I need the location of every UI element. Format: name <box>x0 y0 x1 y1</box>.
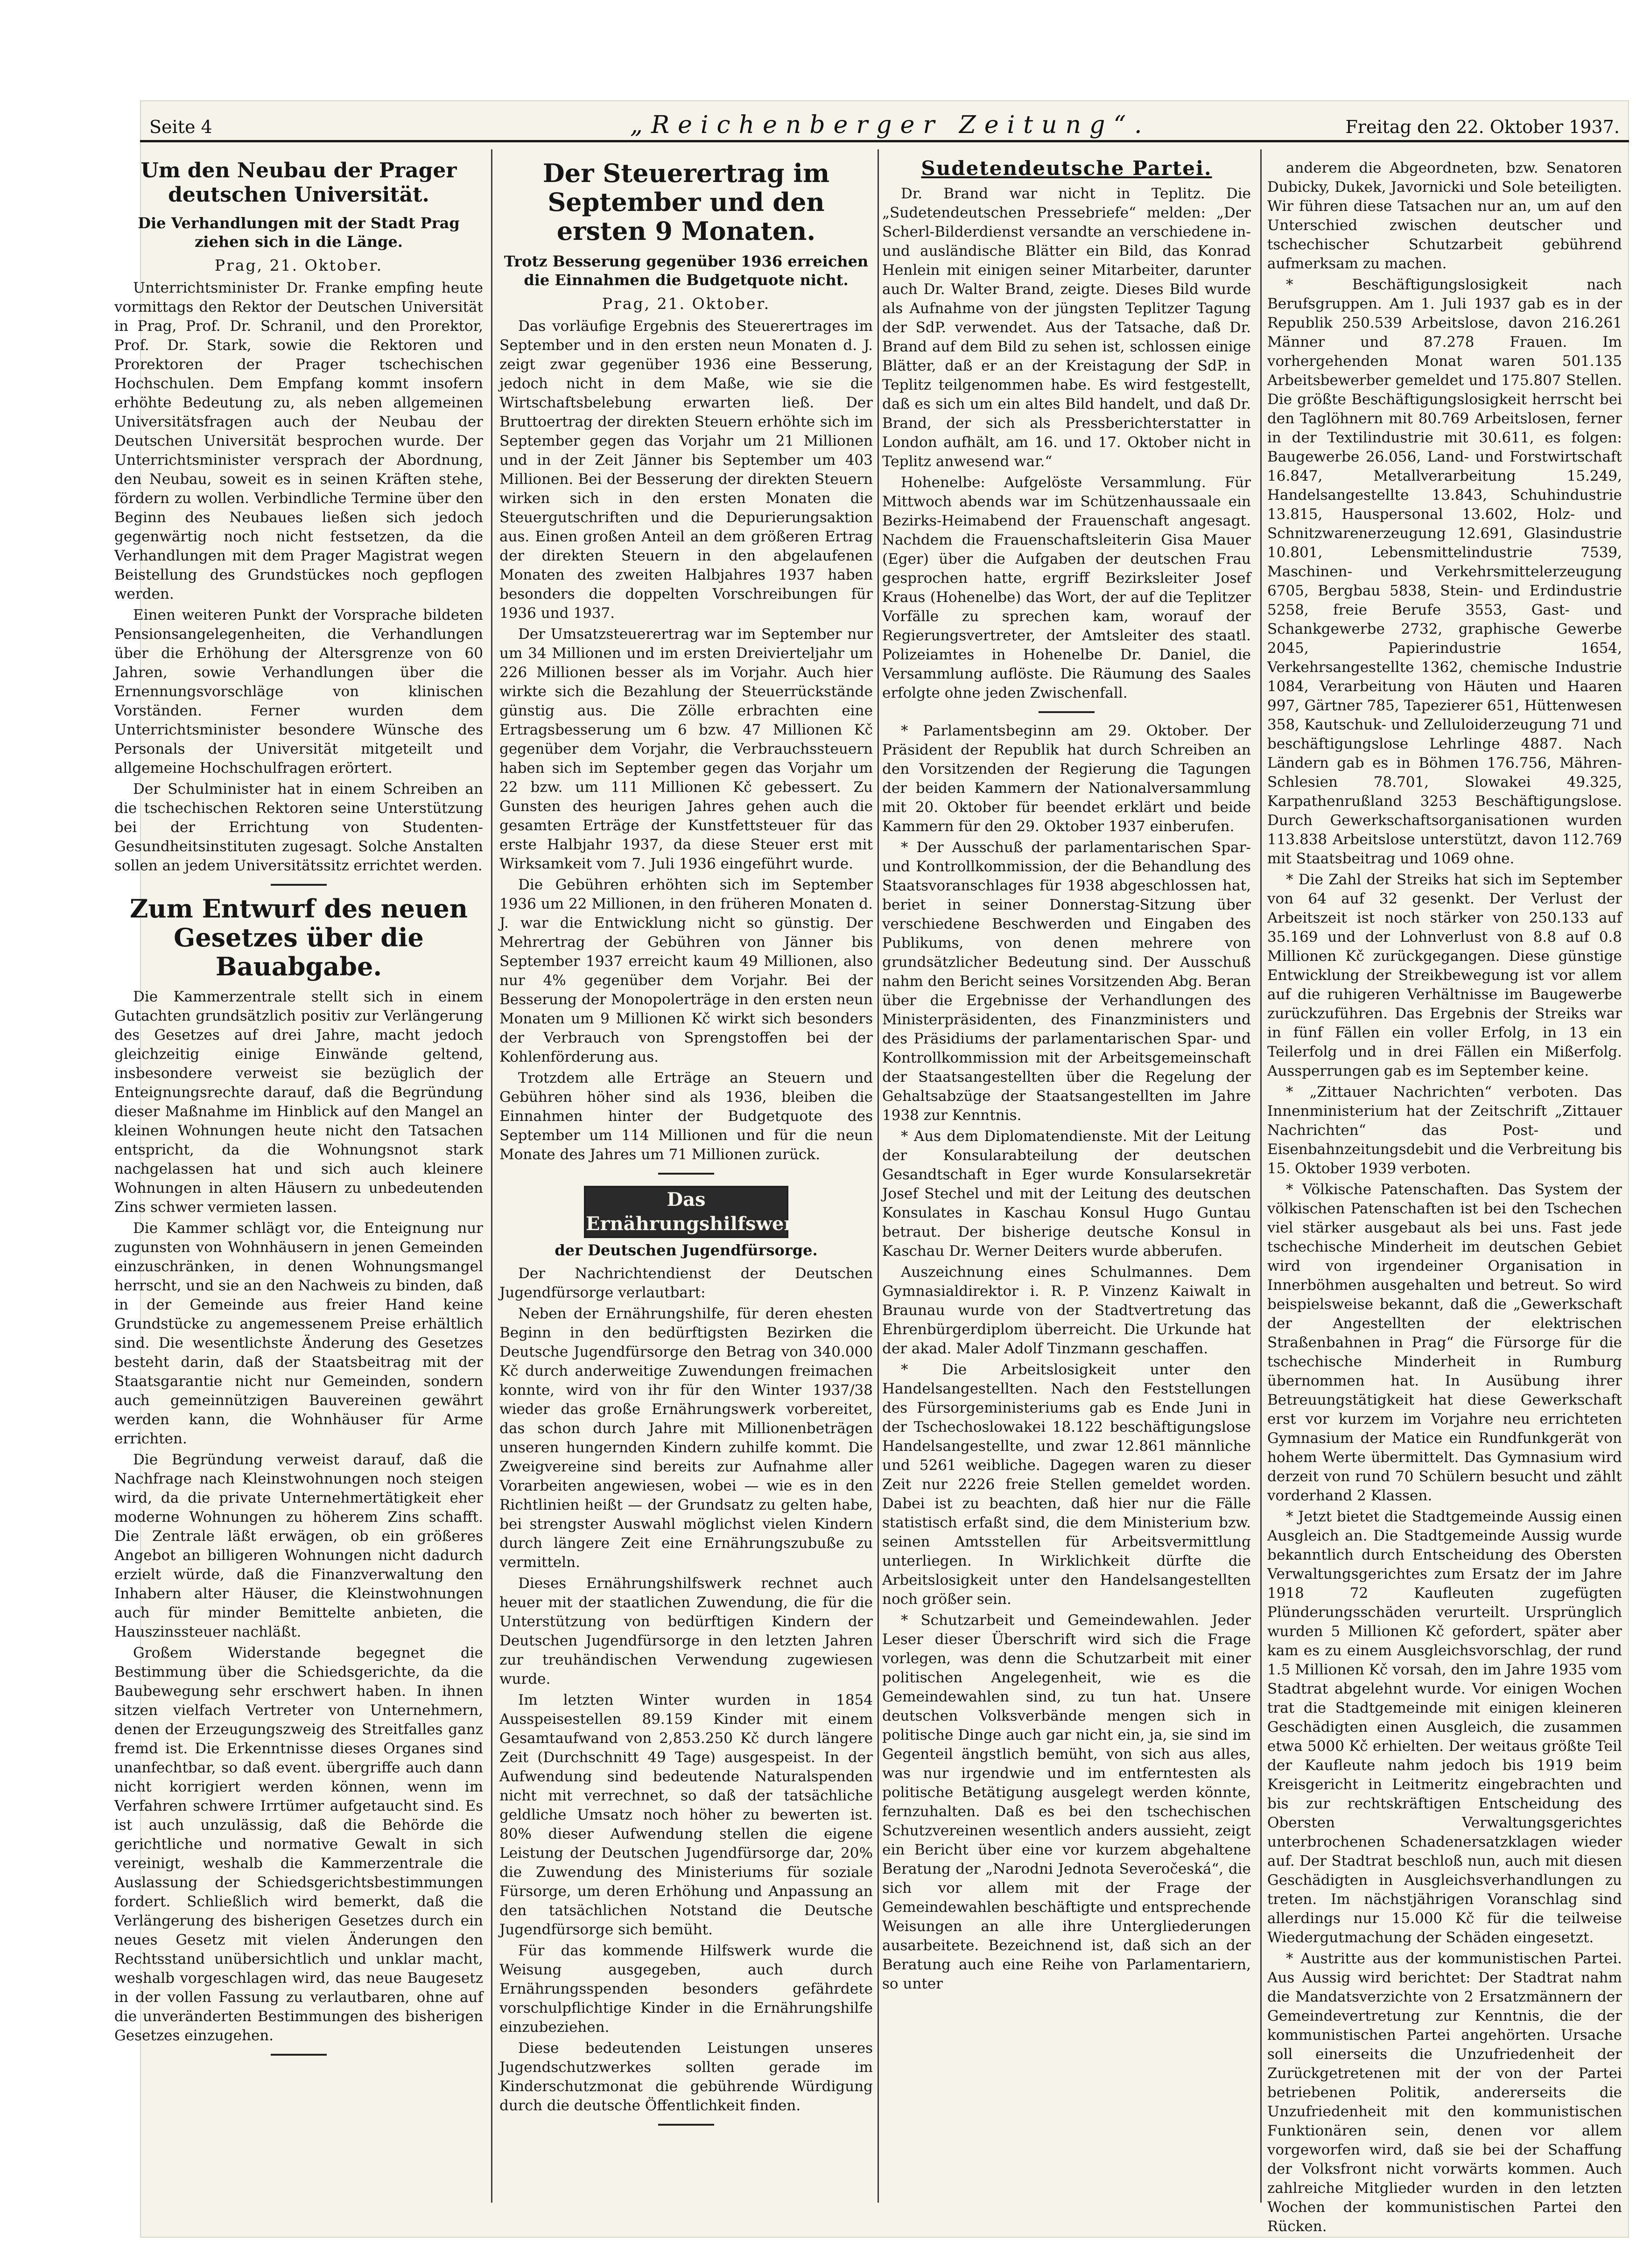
article-separator <box>658 2124 714 2126</box>
article-paragraph: Der Nachrichtendienst der Deutschen Jugendfürsorge verlautbart: <box>499 1265 873 1301</box>
news-item: * Schutzarbeit und Gemeindewahlen. Jeder Leser dieser Überschrift wird sich die Frage vorlegen, was denn die Schutzarbeit mit einer politischen Angelegenheit, wie es die Gemeindewahlen sind, zu tun hat. Unsere deutschen Volksverbände mengen sich in politische Dinge auch gar nicht ein, ja, sie sind im Gegenteil ängstlich bemüht, von sich aus alles, was nur irgendwie und im entferntesten als politische Betätigung ausgelegt werden könnte, fernzuhalten. Daß es bei den tschechischen Schutzvereinen wesentlich anders aussieht, zeigt ein Bericht über eine vor kurzem abgehaltene Beratung der „Narodni Jednota Severočeská“, die sich vor allem mit der Frage der Gemeindewahlen beschäftigte und entsprechende Weisungen an alle ihre Untergliederungen ausarbeitete. Bezeichnend ist, daß sich an der Beratung auch eine Reihe von Parlamentariern, so unter <box>882 1612 1251 1992</box>
page-label: Seite 4 <box>149 117 212 137</box>
column-1 <box>114 159 483 2165</box>
article-paragraph: Hohenelbe: Aufgelöste Versammlung. Für Mittwoch abends war im Schützenhaussaale ein Bezirks-Heimabend der Frauenschaft angesagt. Nachdem die Frauenschaftsleiterin Gisa Mauer (Eger) über die Aufgaben der deutschen Frau gesprochen hatte, ergriff Bezirksleiter Josef Kraus (Hohenelbe) das Wort, der auf die Teplitzer Vorfälle zu sprechen kam, worauf der Regierungsvertreter, der Amtsleiter des staatl. Polizeiamtes in Hohenelbe Dr. Daniel, die Versammlung auflöste. Die Räumung des Saales erfolgte ohne jeden Zwischenfall. <box>882 474 1251 701</box>
article-paragraph: Trotzdem alle Erträge an Steuern und Gebühren höher sind als 1936, bleiben die Einnahmen hinter der Budgetquote des September um 114 Millionen und für die neun Monate des Jahres um 71 Millionen zurück. <box>499 1070 873 1163</box>
article-paragraph: Einen weiteren Punkt der Vorsprache bildeten Pensionsangelegenheiten, die Verhandlungen über die Erhöhung der Altersgrenze von 60 Jahren, sowie Verhandlungen über die Ernennungsvorschläge von klinischen Vorständen. Ferner wurden dem Unterrichtsminister besondere Wünsche des Personals der Universität mitgeteilt und allgemeine Hochschulfragen erörtert. <box>114 607 483 777</box>
article-paragraph: Für das kommende Hilfswerk wurde die Weisung ausgegeben, auch durch Ernährungsspenden besonders gefährdete vorschulpflichtige Kinder in die Ernährungshilfe einzubeziehen. <box>499 1942 873 2036</box>
article-paragraph: Der Umsatzsteuerertrag war im September nur um 34 Millionen und im ersten Dreivierteljahr um 226 Millionen besser als im Vorjahr. Auch hier wirkte sich die Bezahlung der Steuerrückstände günstig aus. Die Zölle erbrachten eine Ertragsbesserung um 6 bzw. 47 Millionen Kč gegenüber dem Vorjahr, die Verbrauchssteuern haben sich im September gegen das Vorjahr um 22 bzw. um 111 Millionen Kč gebessert. Zu Gunsten des heurigen Jahres gehen auch die gesamten Erträge der Kunstfettsteuer für das erste Halbjahr 1937, da diese Steuer erst mit Wirksamkeit vom 7. Juli 1936 eingeführt wurde. <box>499 626 873 872</box>
article-paragraph: Die Kammer schlägt vor, die Enteignung nur zugunsten von Wohnhäusern in jenen Gemeinden einzuschränken, in denen Wohnungsmangel herrscht, und sie an den Nachweis zu binden, daß in der Gemeinde aus freier Hand keine Grundstücke zu angemessenem Preise erhältlich sind. Die wesentlichste Änderung des Gesetzes besteht darin, daß der Staatsbeitrag mit der Staatsgarantie nicht nur Gemeinden, sondern auch gemeinnützigen Bauvereinen gewährt werden kann, die Wohnhäuser für Arme errichten. <box>114 1220 483 1447</box>
news-item: * „Zittauer Nachrichten“ verboten. Das Innenministerium hat der Zeitschrift „Zittauer Nachrichten“ das Post- und Eisenbahnzeitungsdebit und die Verbreitung bis 15. Oktober 1939 verboten. <box>1267 1084 1622 1177</box>
article-paragraph: Großem Widerstande begegnet die Bestimmung über die Schiedsgerichte, da die Baubewegung sehr erschwert haben. In ihnen sitzen vielfach Vertreter von Unternehmern, denen der Erzeugungszweig des Streitfalles ganz fremd ist. Die Erkenntnisse dieses Organes sind unanfechtbar, so daß event. übergriffe auch dann nicht korrigiert werden können, wenn im Verfahren schwere Irrtümer aufgetaucht sind. Es ist auch unzulässig, daß die Behörde die gerichtliche und normative Gewalt in sich vereinigt, weshalb die Kammerzentrale die Auslassung der Schiedsgerichtsbestimmungen fordert. Schließlich wird bemerkt, daß die Verlängerung des bisherigen Gesetzes durch ein neues Gesetz mit vielen Änderungen den Rechtsstand unübersichtlich und unklar macht, weshalb vorgeschlagen wird, das neue Baugesetz in der vollen Fassung zu verlautbaren, ohne auf die unveränderten Bestimmungen des bisherigen Gesetzes einzugehen. <box>114 1645 483 2044</box>
column-3 <box>882 159 1251 2165</box>
article-paragraph: Unterrichtsminister Dr. Franke empfing heute vormittags den Rektor der Deutschen Universität in Prag, Prof. Dr. Schranil, und den Prorektor, Prof. Dr. Stark, sowie die Rektoren und Prorektoren der Prager tschechischen Hochschulen. Dem Empfang kommt insofern erhöhte Bedeutung zu, als neben allgemeinen Universitätsfragen auch der Neubau der Deutschen Universität besprochen wurde. Der Unterrichtsminister versprach der Abordnung, den Neubau, soweit es in seinen Kräften stehe, fördern zu wollen. Verbindliche Termine über den Beginn des Neubaues ließen sich jedoch gegenwärtig noch nicht festsetzen, da die Verhandlungen mit dem Prager Magistrat wegen Beistellung des Grundstückes noch gepflogen werden. <box>114 280 483 602</box>
article-paragraph: Die Gebühren erhöhten sich im September 1936 um 22 Millionen, in den früheren Monaten d. J. war die Entwicklung nicht so günstig. Der Mehrertrag der Gebühren von Jänner bis September 1937 erreicht kaum 49 Millionen, also nur 4% gegenüber dem Vorjahr. Bei der Besserung der Monopolerträge in den ersten neun Monaten um 9 Millionen Kč wirkt sich besonders der Verbrauch von Sprengstoffen bei der Kohlenförderung aus. <box>499 876 873 1065</box>
article-paragraph: Diese bedeutenden Leistungen unseres Jugendschutzwerkes sollten gerade im Kinderschutzmonat die gebührende Würdigung durch die deutsche Öffentlichkeit finden. <box>499 2040 873 2114</box>
article-paragraph: Die Kammerzentrale stellt sich in einem Gutachten grundsätzlich positiv zur Verlängerung des Gesetzes auf drei Jahre, macht jedoch gleichzeitig einige Einwände geltend, insbesondere verweist sie bezüglich der Enteignungsrechte darauf, daß die Begründung dieser Maßnahme im Hinblick auf den Mangel an kleinen Wohnungen heute nicht den Tatsachen entspricht, da die Wohnungsnot stark nachgelassen hat und sich auch kleinere Wohnungen in alten Häusern zu unbedeutenden Zins schwer vermieten lassen. <box>114 988 483 1216</box>
article-paragraph: Neben der Ernährungshilfe, für deren ehesten Beginn in den bedürftigsten Bezirken die Deutsche Jugendfürsorge den Betrag von 340.000 Kč durch anderweitige Zuwendungen freimachen konnte, wird von ihr für den Winter 1937/38 wieder das große Ernährungswerk vorbereitet, das schon durch Jahre mit Millionenbeträgen unseren hungernden Kindern zuhilfe kommt. Die Zweigvereine sind bereits zur Aufnahme aller Vorarbeiten angewiesen, wobei — wie es in den Richtlinien heißt — der Grundsatz zu gelten habe, bei strengster Auswahl möglichst vielen Kindern durch längere Zeit eine Ernährungszubuße zu vermitteln. <box>499 1305 873 1571</box>
article-subhead: Trotz Besserung gegenüber 1936 erreichen die Einnahmen die Budgetquote nicht. <box>504 252 869 289</box>
article-dateline: Prag, 21. Oktober. <box>214 256 383 274</box>
article-paragraph: Im letzten Winter wurden in 1854 Ausspeisestellen 89.159 Kinder mit einem Gesamtaufwand von 2,853.250 Kč durch längere Zeit (Durchschnitt 49 Tage) ausgespeist. In der Aufwendung sind bedeutende Naturalspenden nicht mit verrechnet, so daß der tatsächliche geldliche Umsatz noch höher zu bewerten ist. 80% dieser Aufwendung stellen die eigene Leistung der Deutschen Jugendfürsorge dar, 20% die Zuwendung des Ministeriums für soziale Fürsorge, um deren Erhöhung und Anpassung an den tatsächlichen Notstand die Deutsche Jugendfürsorge sich bemüht. <box>499 1692 873 1938</box>
news-item: * Die Arbeitslosigkeit unter den Handelsangestellten. Nach den Feststellungen des Fürsorgeministeriums gab es Ende Juni in der Tschechoslowakei 18.122 beschäftigungslose Handelsangestellte, und zwar 12.861 männliche und 5261 weibliche. Dagegen waren zu dieser Zeit nur 2226 freie Stellen gemeldet worden. Dabei ist zu beachten, daß hier nur die Fälle statistisch erfaßt sind, die dem Ministerium bzw. seinen Amtsstellen für Arbeitsvermittlung unterliegen. In Wirklichkeit dürfte die Arbeitslosigkeit unter den Handelsangestellten noch größer sein. <box>882 1361 1251 1608</box>
boxed-headline: Das Ernährungshilfswerk <box>584 1186 788 1238</box>
paper-title: „Reichenberger Zeitung“. <box>630 111 1151 139</box>
article-subhead: Die Verhandlungen mit der Stadt Prag ziehen sich in die Länge. <box>138 214 460 251</box>
article-paragraph: Dr. Brand war nicht in Teplitz. Die „Sudetendeutschen Pressebriefe“ melden: „Der Scherl-Bilderdienst versandte an verschiedene in- und ausländische Blätter ein Bild, das Konrad Henlein mit einigen seiner Mitarbeiter, darunter auch Dr. Walter Brand, zeigte. Dieses Bild wurde als Aufnahme von der jüngsten Teplitzer Tagung der SdP. verwendet. Aus der Tatsache, daß Dr. Brand auf dem Bild zu sehen ist, schlossen einige Blätter, daß er an der Kreistagung der SdP. in Teplitz teilgenommen habe. Es wird festgestellt, daß es sich um ein altes Bild handelt, und daß Dr. Brand, der sich als Pressberichterstatter in London aufhält, am 16. und 17. Oktober nicht in Teplitz anwesend war.“ <box>882 185 1251 470</box>
article-separator <box>658 1173 714 1175</box>
article-separator <box>1039 711 1095 713</box>
article-headline: Zum Entwurf des neuen Gesetzes über die Bauabgabe. <box>129 894 468 981</box>
news-item: * Beschäftigungslosigkeit nach Berufsgruppen. Am 1. Juli 1937 gab es in der Republik 250.539 Arbeitslose, davon 216.261 Männer und 87.278 Frauen. Im vorhergehenden Monat waren 501.135 Arbeitsbewerber gemeldet und 175.807 Stellen. Die größte Beschäftigungslosigkeit herrscht bei den Taglöhnern mit 80.769 Arbeitslosen, ferner in der Textilindustrie mit 30.611, es folgen: Baugewerbe 26.056, Land- und Forstwirtschaft 16.847, Metallverarbeitung 15.249, Handelsangestellte 13.843, Schuhindustrie 13.815, Hauspersonal 13.602, Holz- und Schnitzwarenerzeugung 12.691, Glasindustrie 10.801, Lebensmittelindustrie 7539, Maschinen- und Verkehrsmittelerzeugung 6705, Bergbau 5838, Stein- und Erdindustrie 5258, freie Berufe 3553, Gast- und Schankgewerbe 2732, graphische Gewerbe 2045, Papierindustrie 1654, Verkehrsangestellte 1362, chemische Industrie 1084, Verarbeitung von Häuten und Haaren 997, Gärtner 785, Tapezierer 651, Hüttenwesen 358, Kautschuk- und Zelluloiderzeugung 71 und beschäftigungslose Lehrlinge 4887. Nach Ländern gab es in Böhmen 176.756, Mähren-Schlesien 78.701, Slowakei 49.325, Karpathenrußland 3253 Beschäftigungslose. Durch Gewerkschaftsorganisationen wurden 113.838 Arbeitslose unterstützt, davon 112.769 mit Staatsbeitrag und 1069 ohne. <box>1267 276 1622 867</box>
news-item: anderem die Abgeordneten, bzw. Senatoren Dubicky, Dukek, Javornicki und Sole beteiligten. Wir führen diese Tatsachen nur an, um auf den Unterschied zwischen deutscher und tschechischer Schutzarbeit gebührend aufmerksam zu machen. <box>1267 160 1622 272</box>
news-item: * Aus dem Diplomatendienste. Mit der Leitung der Konsularabteilung der deutschen Gesandtschaft in Eger wurde Konsularsekretär Josef Stechel und mit der Leitung des deutschen Konsulates in Kaschau Konsul Hugo Guntau betraut. Der bisherige deutsche Konsul in Kaschau Dr. Werner Deiters wurde abberufen. <box>882 1128 1251 1260</box>
news-item: * Parlamentsbeginn am 29. Oktober. Der Präsident der Republik hat durch Schreiben an den Vorsitzenden der Regierung die Tagungen der beiden Kammern der Nationalversammlung mit 20. Oktober für beendet erklärt und beide Kammern für den 29. Oktober 1937 einberufen. <box>882 722 1251 835</box>
article-paragraph: Das vorläufige Ergebnis des Steuerertrages im September und in den ersten neun Monaten d. J. zeigt zwar gegenüber 1936 eine Besserung, jedoch nicht in dem Maße, wie sie die Wirtschaftsbelebung erwarten ließ. Der Bruttoertrag der direkten Steuern erhöhte sich im September gegen das Vorjahr um 21 Millionen und in der Zeit Jänner bis September um 403 Millionen. Bei der Besserung der direkten Steuern wirken sich in den ersten Monaten die Steuergutschriften und die Depurierungsaktion aus. Einen großen Anteil an dem größeren Ertrag der direkten Steuern in den abgelaufenen Monaten des zweiten Halbjahres 1937 haben besonders die doppelten Vorschreibungen für 1936 und 1937. <box>499 318 873 622</box>
article-dateline: Prag, 21. Oktober. <box>602 294 771 313</box>
article-paragraph: Der Schulminister hat in einem Schreiben an die tschechischen Rektoren seine Unterstützung bei der Errichtung von Studenten-Gesundheitsinstituten zugesagt. Solche Anstalten sollen an jedem Universitätssitz errichtet werden. <box>114 781 483 874</box>
column-divider <box>491 149 492 2203</box>
masthead <box>140 107 1629 145</box>
column-divider <box>878 149 879 2203</box>
column-4 <box>1267 159 1622 2235</box>
news-item: * Jetzt bietet die Stadtgemeinde Aussig einen Ausgleich an. Die Stadtgemeinde Aussig wurde bekanntlich durch Entscheidung des Obersten Verwaltungsgerichtes zum Ersatz der im Jahre 1918 72 Kaufleuten zugefügten Plünderungsschäden verurteilt. Ursprünglich wurden 5 Millionen Kč gefordert, später aber kam es zu einem Ausgleichsvorschlag, der rund 1.5 Millionen Kč vorsah, den im Jahre 1935 vom Stadtrat abgelehnt wurde. Vor einigen Wochen trat die Stadtgemeinde mit einigen kleineren Geschädigten einen Ausgleich, die zusammen etwa 5000 Kč erhielten. Der weitaus größte Teil der Kaufleute nahm jedoch bis 1919 beim Kreisgericht in Leitmeritz eingebrachten und bis zur rechtskräftigen Entscheidung des Obersten Verwaltungsgerichtes unterbrochenen Schadenersatzklagen wieder auf. Der Stadtrat beschloß nun, auch mit diesen Geschädigten in Ausgleichsverhandlungen zu treten. Im nächstjährigen Voranschlag sind allerdings nur 15.000 Kč für die teilweise Wiedergutmachung der Schäden eingesetzt. <box>1267 1508 1622 1946</box>
article-headline: Um den Neubau der Prager deutschen Universität. <box>140 159 457 207</box>
article-separator <box>271 884 327 886</box>
article-headline: Der Steuerertrag im September und den ersten 9 Monaten. <box>542 158 830 246</box>
column-2 <box>499 159 873 2165</box>
masthead-rule <box>140 140 1629 142</box>
article-paragraph: Dieses Ernährungshilfswerk rechnet auch heuer mit der staatlichen Zuwendung, die für die Unterstützung von bedürftigen Kindern der Deutschen Jugendfürsorge in den letzten Jahren zur treuhändischen Verwendung zugewiesen wurde. <box>499 1575 873 1687</box>
news-item: * Austritte aus der kommunistischen Partei. Aus Aussig wird berichtet: Der Stadtrat nahm die Mandatsverzichte von 2 Ersatzmännern der Gemeindevertretung zur Kenntnis, die der kommunistischen Partei angehörten. Ursache soll einerseits die Unzufriedenheit der Zurückgetretenen mit der von der Partei betriebenen Politik, andererseits die Unzufriedenheit mit den kommunistischen Funktionären sein, denen vor allem vorgeworfen wird, daß sie bei der Schaffung der Volksfront nicht vorwärts kommen. Auch zahlreiche Mitglieder wurden in den letzten Wochen der kommunistischen Partei den Rücken. <box>1267 1950 1622 2235</box>
article-subhead: der Deutschen Jugendfürsorge. <box>555 1241 818 1259</box>
issue-date: Freitag den 22. Oktober 1937. <box>1345 117 1620 137</box>
article-paragraph: Die Begründung verweist darauf, daß die Nachfrage nach Kleinstwohnungen noch steigen wird, da die private Unternehmertätigkeit eher moderne Wohnungen zu höherem Zins schafft. Die Zentrale läßt erwägen, ob ein größeres Angebot an billigeren Wohnungen nicht dadurch erzielt würde, daß die Finanzverwaltung den Inhabern alter Häuser, die Kleinstwohnungen auch für minder Bemittelte anbieten, die Hauszinssteuer nachläßt. <box>114 1451 483 1640</box>
news-item: * Die Zahl der Streiks hat sich im September von 64 auf 32 gesenkt. Der Verlust der Arbeitszeit ist noch stärker von 250.133 auf 35.169 und der Lohnverlust von 8.8 auf 0.8 Millionen Kč zurückgegangen. Diese günstige Entwicklung der Streikbewegung ist vor allem auf die ruhigeren Verhältnisse im Baugewerbe zurückzuführen. Das Ergebnis der Streiks war in fünf Fällen ein voller Erfolg, in 13 ein Teilerfolg und in drei Fällen ein Mißerfolg. Aussperrungen gab es im September keine. <box>1267 871 1622 1079</box>
news-item: Auszeichnung eines Schulmannes. Dem Gymnasialdirektor i. R. P. Vinzenz Kaiwalt in Braunau wurde von der Stadtvertretung das Ehrenbürgerdiplom überreicht. Die Urkunde hat der akad. Maler Adolf Tinzmann geschaffen. <box>882 1264 1251 1357</box>
section-title: Sudetendeutsche Partei. <box>921 157 1212 180</box>
article-separator <box>271 2054 327 2056</box>
news-item: * Völkische Patenschaften. Das System der völkischen Patenschaften ist bei den Tschechen viel stärker ausgebaut als bei uns. Fast jede tschechische Minderheit im deutschen Gebiet wird von irgendeiner Organisation in Innerböhmen ausgehalten und betreut. So wird beispielsweise bekannt, daß die „Gewerkschaft der Angestellten der elektrischen Straßenbahnen in Prag“ die Fürsorge für die tschechische Minderheit in Rumburg übernommen hat. In Ausübung ihrer Betreuungstätigkeit hat diese Gewerkschaft erst vor kurzem im Vorjahre neu errichteten Gymnasium der Matice ein Rundfunkgerät von hohem Werte übermittelt. Das Gymnasium wird derzeit von rund 70 Schülern besucht und zählt vorderhand 2 Klassen. <box>1267 1181 1622 1504</box>
column-divider <box>1260 149 1262 2203</box>
news-item: * Der Ausschuß der parlamentarischen Spar- und Kontrollkommission, der die Behandlung des Staatsvoranschlages für 1938 abgeschlossen hat, beriet in seiner Donnerstag-Sitzung über verschiedene Beschwerden und Eingaben des Publikums, von denen mehrere von grundsätzlicher Bedeutung sind. Der Ausschuß nahm den Bericht seines Vorsitzenden Abg. Beran über die Ergebnisse der Verhandlungen des Ministerpräsidenten, des Finanzministers und des Präsidiums der parlamentarischen Spar- und Kontrollkommission mit der Arbeitsgemeinschaft der Staatsangestellten über die Regelung der Gehaltsabzüge der Staatsangestellten im Jahre 1938 zur Kenntnis. <box>882 839 1251 1124</box>
